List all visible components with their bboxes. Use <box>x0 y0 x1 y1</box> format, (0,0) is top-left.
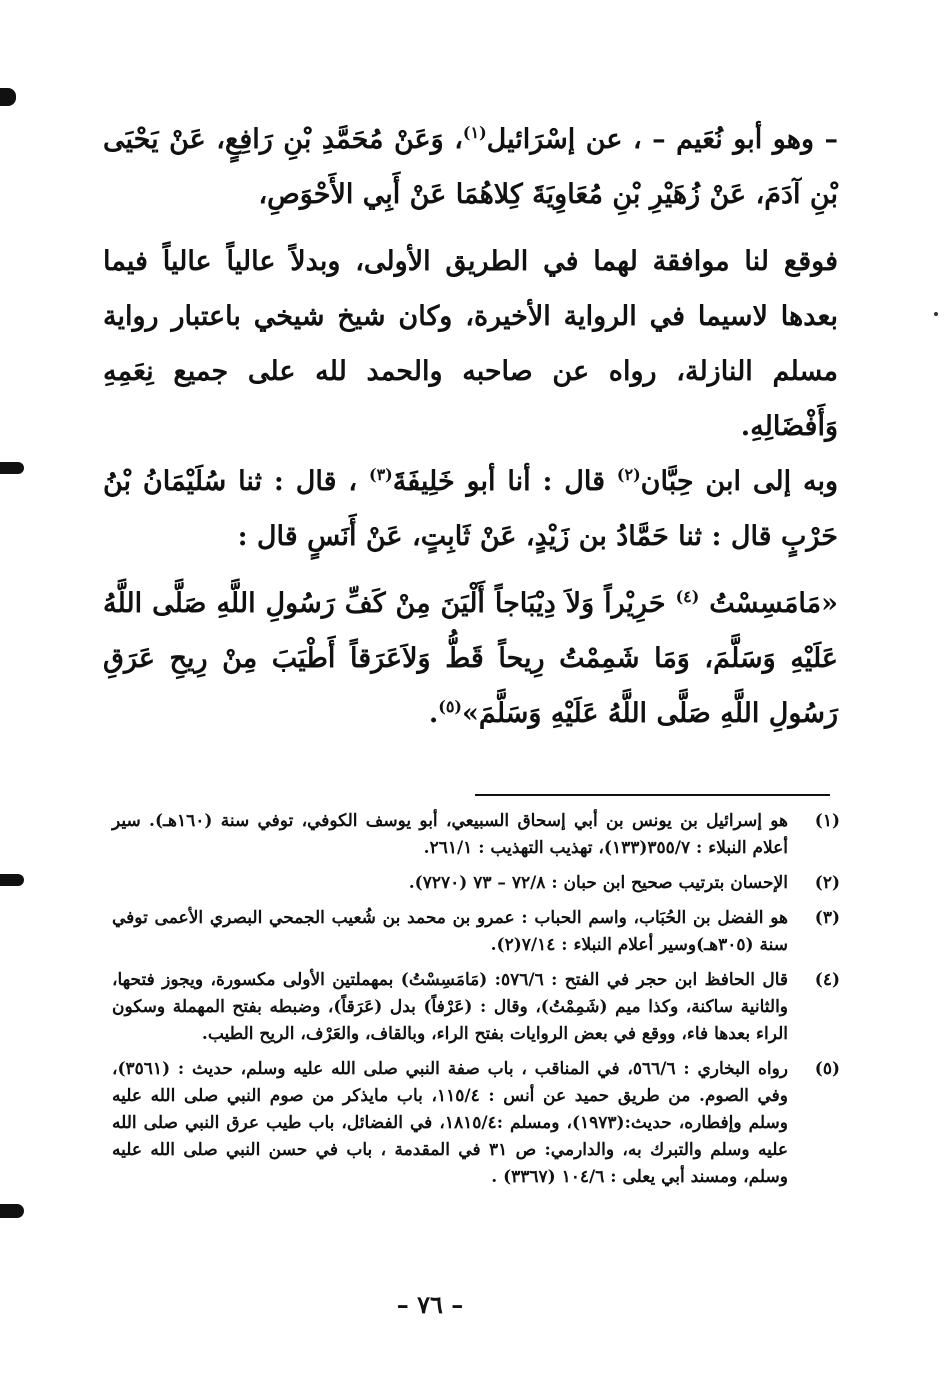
footnote-divider <box>475 794 830 796</box>
paragraph-4-part-b: حَرِيْراً وَلاَ دِيْبَاجاً أَلْيَنَ مِنْ كَفِّ رَسُولِ اللَّهِ صَلَّى اللَّهُ عَلَيْهِ وَسَلَّمَ، وَمَا شَمِمْتُ رِيحاً قَطُّ وَلاَعَرَقاً أَطْيَبَ مِنْ رِيحِ عَرَقِ رَسُولِ اللَّهِ صَلَّى اللَّهُ عَلَيْهِ وَسَلَّمَ» <box>103 588 838 729</box>
paragraph-3-part-c: ، قال : ثنا سُلَيْمَانُ بْنُ حَرْبٍ قال : ثنا حَمَّادُ بن زَيْدٍ، عَنْ ثَابِتٍ، عَنْ أَنَسٍ قال : <box>103 466 838 552</box>
footnote-1 <box>112 808 840 862</box>
footnote-text: قال الحافظ ابن حجر في الفتح : ٥٧٦/٦: (مَامَسِسْتُ) بمهملتين الأولى مكسورة، ويجوز فتحها، والثانية ساكنة، وكذا ميم (شَمِمْتُ)، وقال : (عَرْفاً) بدل (عَرَقاً)، وضبطه بفتح المهملة وسكون الراء بعدها فاء، ووقع في بعض الروايات بفتح الراء، وبالقاف، والعَرْف، الريح الطيب. <box>112 970 788 1044</box>
footnote-number: (٣) <box>814 908 840 928</box>
footnote-text: رواه البخاري : ٥٦٦/٦، في المناقب ، باب صفة النبي صلى الله عليه وسلم، حديث : (٣٥٦١)، وفي الصوم. من طريق حميد عن أنس : ١١٥/٤، باب مايذكر من صوم النبي صلى الله عليه وسلم وإفطاره، حديث:(١٩٧٣)، ومسلم :١٨١٥/٤، في الفضائل، باب طيب عرق النبي صلى الله عليه وسلم والتبرك به، والدارمي: ص ٣١ في المقدمة ، باب في حسن النبي صلى الله عليه وسلم، ومسند أبي يعلى : ١٠٤/٦ (٣٣٦٧) . <box>112 1059 789 1187</box>
paragraph-3-part-a: وبه إلى ابن حِبَّان <box>640 466 838 497</box>
paragraph-3 <box>103 454 838 564</box>
footnote-number: (٤) <box>814 970 840 990</box>
main-text <box>103 112 838 741</box>
footnote-3 <box>112 905 840 959</box>
scan-edge-mark <box>0 88 16 106</box>
footnote-4 <box>112 967 840 1048</box>
scan-edge-mark <box>0 1204 24 1218</box>
footnotes <box>112 808 840 1199</box>
scan-dot <box>934 312 938 316</box>
footnote-ref-3: (٣) <box>368 465 393 484</box>
footnote-ref-4: (٤) <box>675 587 700 606</box>
footnote-ref-2: (٢) <box>616 465 641 484</box>
footnote-2 <box>112 870 840 897</box>
scan-edge-mark <box>0 874 24 886</box>
paragraph-4-part-c: . <box>428 698 439 729</box>
paragraph-2: فوقع لنا موافقة لهما في الطريق الأولى، وبدلاً عالياً عالياً فيما بعدها لاسيما في الرواية الأخيرة، وكان شيخ شيخي باعتبار رواية مسلم النازلة، رواه عن صاحبه والحمد لله على جميع نِعَمِهِ وَأَفْضَالِهِ. <box>103 246 838 442</box>
footnote-number: (٥) <box>814 1059 840 1079</box>
footnote-text: الإحسان بترتيب صحيح ابن حبان : ٧٢/٨ – ٧٣ (٧٢٧٠). <box>408 873 788 893</box>
scan-edge-mark <box>0 462 24 474</box>
footnote-number: (٢) <box>814 873 840 893</box>
footnote-number: (١) <box>814 811 840 831</box>
paragraph-4-part-a: «مَامَسِسْتُ <box>709 588 838 619</box>
page-number: – ٧٦ – <box>396 1290 464 1319</box>
footnote-ref-1: (١) <box>462 123 487 142</box>
paragraph-1-part-a: – وهو أبو نُعَيم – ، عن إسْرَائيل <box>486 124 838 155</box>
paragraph-1 <box>103 112 838 222</box>
paragraph-4 <box>103 576 838 741</box>
footnote-ref-5: (٥) <box>438 697 462 716</box>
paragraph-3-part-b: قال : أنا أبو خَلِيفَةَ <box>392 466 606 497</box>
footnote-text: هو الفضل بن الحُبَاب، واسم الحباب : عمرو بن محمد بن شُعيب الجمحي البصري الأعمى توفي سنة (٣٠٥هـ)وسير أعلام النبلاء : ٧/١٤(٢). <box>112 908 788 955</box>
footnote-text: هو إسرائيل بن يونس بن أبي إسحاق السبيعي، أبو يوسف الكوفي، توفي سنة (١٦٠هـ). سير أعلام النبلاء : ٣٥٥/٧(١٣٣)، تهذيب التهذيب : ٢٦١/١. <box>112 811 788 858</box>
footnote-5 <box>112 1056 840 1191</box>
paragraph-1-part-b: ، وَعَنْ مُحَمَّدِ بْنِ رَافِعٍ، عَنْ يَحْيَى بْنِ آدَمَ، عَنْ زُهَيْرِ بْنِ مُعَاوِيَةَ كِلاهُمَا عَنْ أَبِي الأَحْوَصِ، <box>103 124 838 210</box>
